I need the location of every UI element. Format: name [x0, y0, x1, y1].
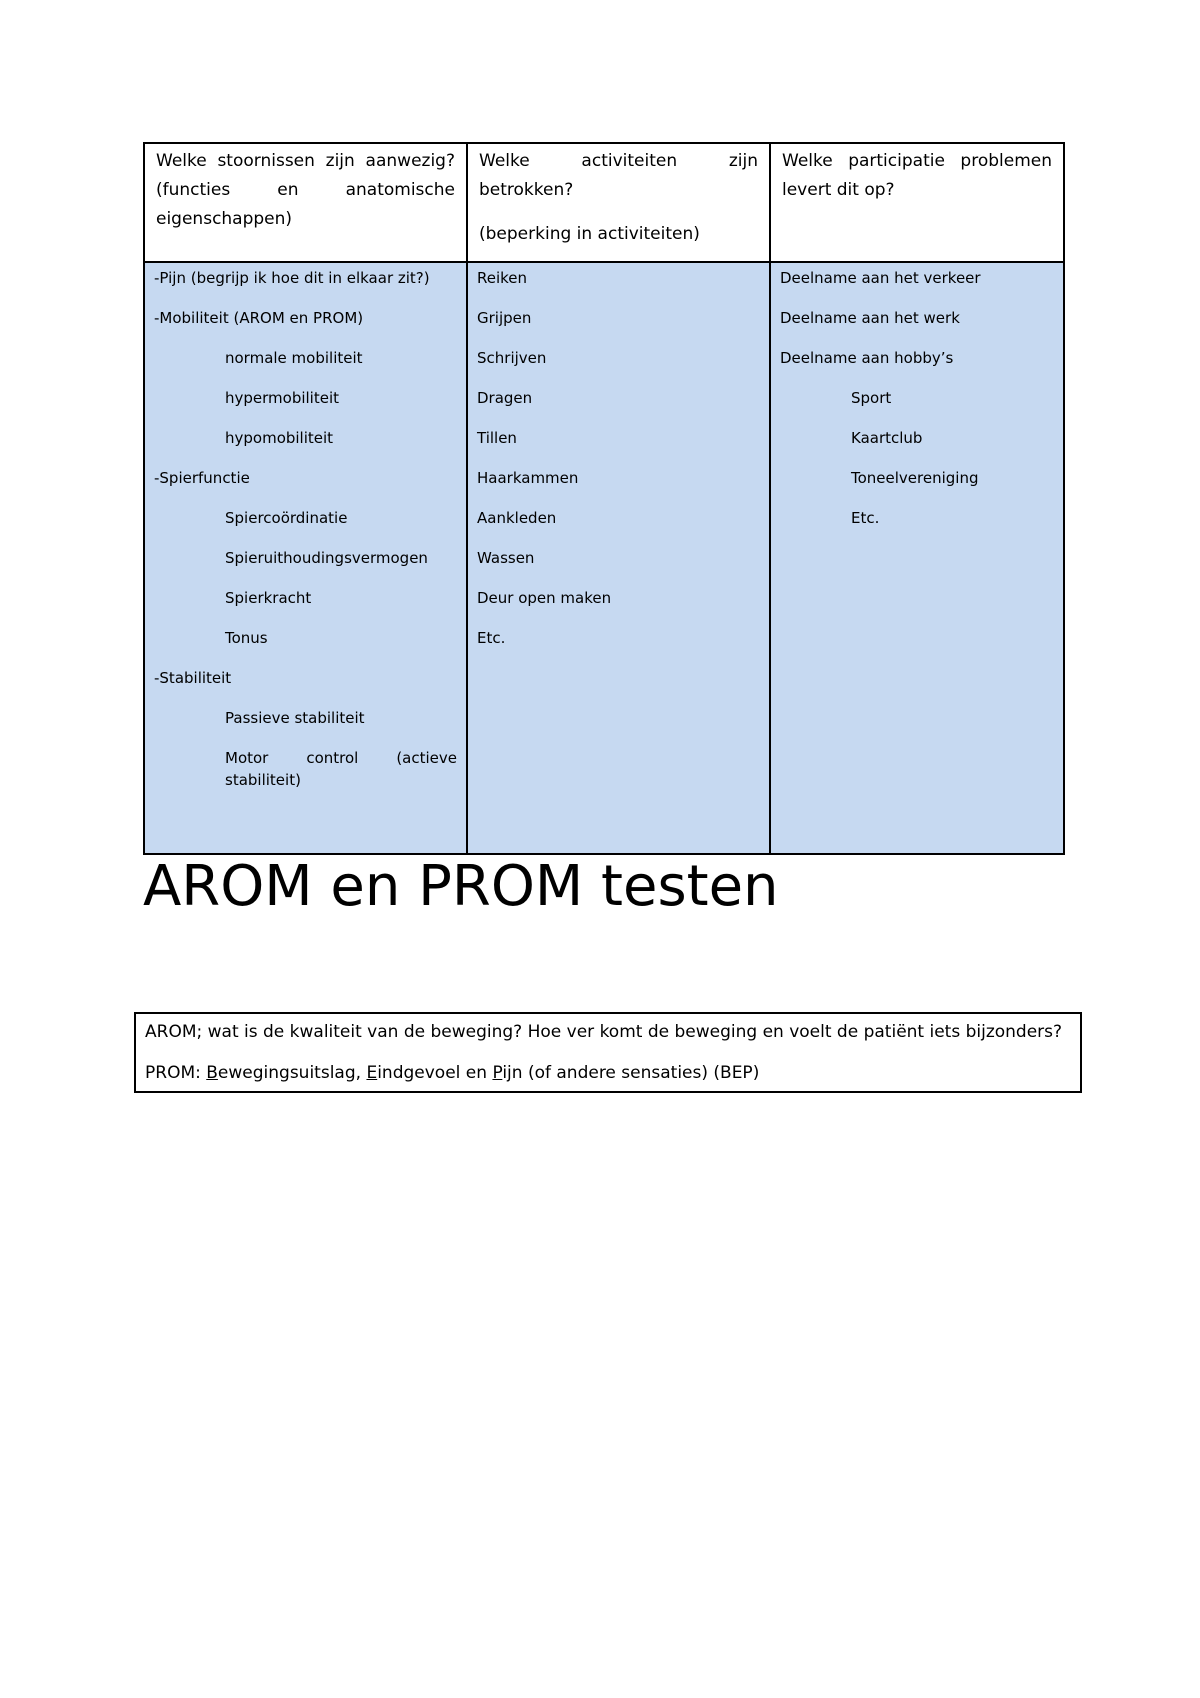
- list-item: -Mobiliteit (AROM en PROM): [154, 309, 364, 327]
- arom-definition: AROM; wat is de kwaliteit van de beweging? Hoe ver komt de beweging en voelt de patiënt iets bijzonders?: [145, 1022, 1063, 1042]
- list-item: Tillen: [477, 429, 517, 447]
- list-item: -Stabiliteit: [154, 669, 232, 687]
- list-item: Etc.: [851, 509, 880, 527]
- prom-prefix: PROM:: [145, 1063, 207, 1083]
- list-item: Sport: [851, 389, 892, 407]
- list-item: Etc.: [477, 629, 506, 647]
- list-item: Dragen: [477, 389, 533, 407]
- list-item: Tonus: [225, 629, 268, 647]
- list-item: Deelname aan het verkeer: [780, 269, 981, 287]
- list-item: Spierkracht: [225, 589, 312, 607]
- list-item: Toneelvereniging: [851, 469, 979, 487]
- prom-b-letter: B: [206, 1063, 218, 1083]
- list-item: Wassen: [477, 549, 535, 567]
- list-item: hypermobiliteit: [225, 389, 340, 407]
- table-body-row: [144, 262, 1064, 854]
- prom-p-rest: ijn (of andere sensaties) (BEP): [502, 1063, 760, 1083]
- prom-e-rest: indgevoel en: [377, 1063, 493, 1083]
- list-item: Schrijven: [477, 349, 547, 367]
- header-text: Welke stoornissen zijn aanwezig? (functies en anatomische eigenschappen): [156, 151, 455, 229]
- header-cell-participatie: [770, 143, 1064, 262]
- list-item: Haarkammen: [477, 469, 579, 487]
- prom-definition: [145, 1059, 1071, 1088]
- header-cell-stoornissen: [144, 143, 467, 262]
- column-activiteiten: [467, 262, 770, 854]
- header-text: Welke activiteiten zijn betrokken?: [479, 151, 758, 200]
- list-item: Spiercoördinatie: [225, 509, 348, 527]
- list-item: normale mobiliteit: [225, 349, 363, 367]
- header-cell-activiteiten: [467, 143, 770, 262]
- list-item: Kaartclub: [851, 429, 923, 447]
- column-participatie: [770, 262, 1064, 854]
- list-item: Deur open maken: [477, 589, 612, 607]
- list-item: Grijpen: [477, 309, 532, 327]
- list-item: -Spierfunctie: [154, 469, 250, 487]
- list-item: Motor control (actieve stabiliteit): [225, 749, 457, 789]
- header-text: Welke participatie problemen levert dit op?: [782, 151, 1052, 200]
- list-item: Spieruithoudingsvermogen: [225, 549, 428, 567]
- column-stoornissen: [144, 262, 467, 854]
- list-item: Deelname aan het werk: [780, 309, 960, 327]
- list-item: hypomobiliteit: [225, 429, 334, 447]
- list-item: Reiken: [477, 269, 528, 287]
- prom-b-rest: ewegingsuitslag,: [217, 1063, 367, 1083]
- arom-prom-note: [134, 1012, 1082, 1093]
- prom-p-letter: P: [492, 1063, 503, 1083]
- table-header-row: [144, 143, 1064, 262]
- list-item: Deelname aan hobby’s: [780, 349, 954, 367]
- icf-table: [143, 142, 1065, 855]
- page-heading: AROM en PROM testen: [143, 854, 779, 919]
- list-item: Aankleden: [477, 509, 557, 527]
- prom-e-letter: E: [366, 1063, 378, 1083]
- list-item: -Pijn (begrijp ik hoe dit in elkaar zit?): [154, 269, 430, 287]
- list-item: Passieve stabiliteit: [225, 709, 365, 727]
- header-subtext: (beperking in activiteiten): [479, 224, 700, 244]
